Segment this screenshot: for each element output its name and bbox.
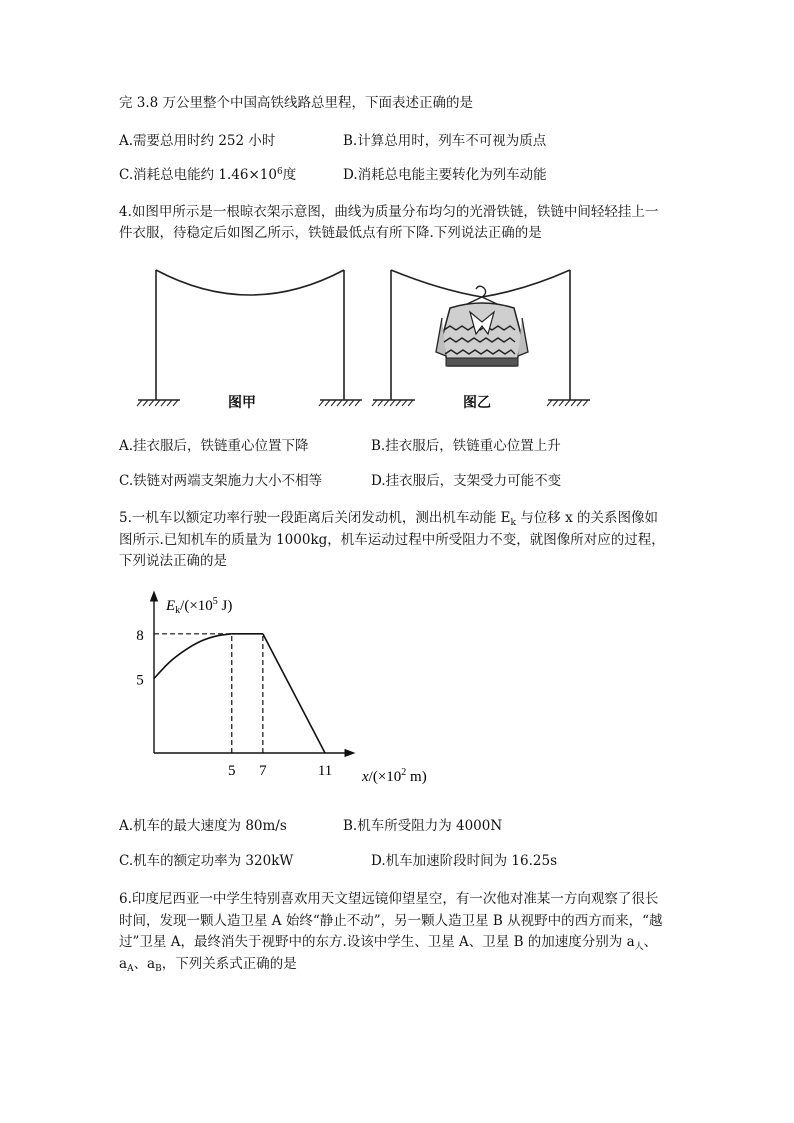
x-tick-label-0: 5 <box>228 763 236 779</box>
figure-label-yi: 图乙 <box>463 395 491 411</box>
q6-stem-line2: 时间，发现一颗人造卫星 A 始终“静止不动”，另一颗人造卫星 B 从视野中的西方而来，“越 <box>119 913 663 929</box>
q5-stem-line1: 5.一机车以额定功率行驶一段距离后关闭发动机，测出机车动能 $E_k$ 与位移 x 的关系图像如 <box>119 510 658 528</box>
series-line-0 <box>154 634 232 679</box>
q4-option-c: C.铁链对两端支架施力大小不相等 <box>119 473 323 489</box>
q6-stem-line1: 6.印度尼西亚一中学生特别喜欢用天文望远镜仰望星空，有一次他对准某一方向观察了很长 <box>119 891 659 907</box>
q3-option-d: D.消耗总电能主要转化为列车动能 <box>343 167 547 183</box>
q4-option-d: D.挂衣服后，支架受力可能不变 <box>371 473 562 489</box>
q4-stem-line1: 4.如图甲所示是一根晾衣架示意图，曲线为质量分布均匀的光滑铁链，铁链中间轻轻挂上一 <box>119 204 659 220</box>
q3-option-b: B.计算总用时，列车不可视为质点 <box>343 133 547 149</box>
y-tick-label-0: 5 <box>136 672 144 689</box>
q5-option-b: B.机车所受阻力为 4000N <box>343 818 503 834</box>
q5-option-d: D.机车加速阶段时间为 16.25s <box>371 853 558 869</box>
q6-stem-line4: $a_A$、$a_B$，下列关系式正确的是 <box>119 956 297 974</box>
x-tick-label-1: 7 <box>259 763 267 779</box>
q5-option-a: A.机车的最大速度为 80m/s <box>119 818 287 834</box>
q3-stem: 完 3.8 万公里整个中国高铁线路总里程，下面表述正确的是 <box>119 95 474 111</box>
y-axis-label: $E_k/(\times 10^5$ J) <box>166 596 233 616</box>
x-axis-label: $x/(\times 10^2$ m) <box>362 767 427 785</box>
q4-stem-line2: 件衣服，待稳定后如图乙所示，铁链最低点有所下降.下列说法正确的是 <box>119 225 542 241</box>
q6-stem-line3: 过”卫星 A，最终消失于视野中的东方.设该中学生、卫星 A、卫星 B 的加速度分别为 $a_人$、 <box>119 934 658 952</box>
q3-option-a: A.需要总用时约 252 小时 <box>119 133 276 149</box>
q5-stem-line2: 图所示.已知机车的质量为 1000kg，机车运动过程中所受阻力不变，就图像所对应的过程， <box>119 532 665 548</box>
q4-option-b: B.挂衣服后，铁链重心位置上升 <box>371 438 561 454</box>
figure-label-jia: 图甲 <box>228 395 256 411</box>
series-line-2 <box>263 634 325 753</box>
q4-option-a: A.挂衣服后，铁链重心位置下降 <box>119 438 309 454</box>
q3-option-c: C.消耗总电能约 $1.46\times 10^6$度 <box>119 167 297 183</box>
q5-stem-line3: 下列说法正确的是 <box>119 553 227 569</box>
x-tick-label-2: 11 <box>317 763 333 779</box>
y-tick-label-1: 8 <box>136 627 144 644</box>
q5-option-c: C.机车的额定功率为 320kW <box>119 853 294 869</box>
